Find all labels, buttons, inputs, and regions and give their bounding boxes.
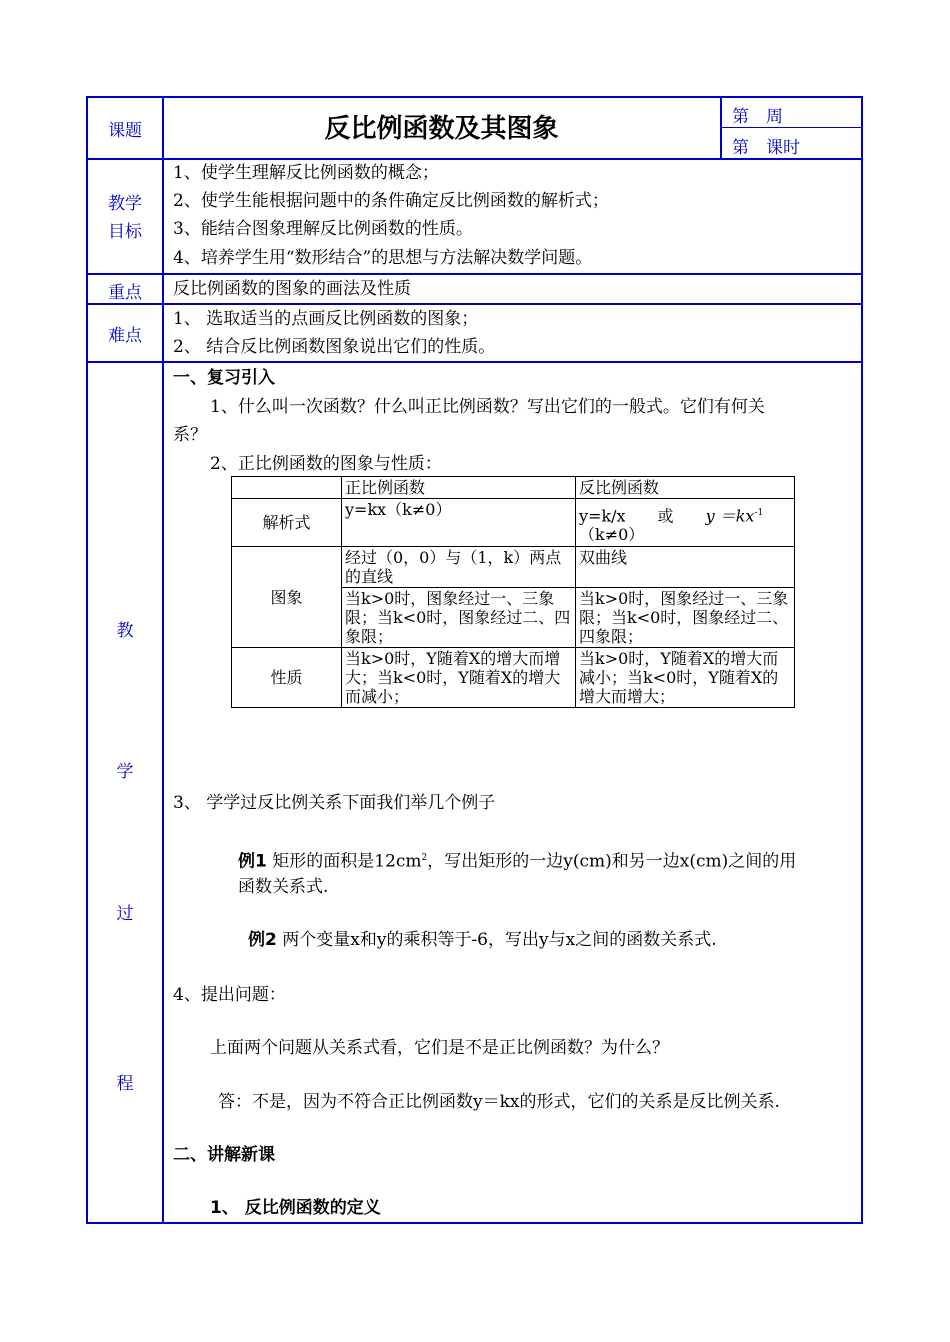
example-1-label: 例1 <box>238 851 267 872</box>
process-label-char: 过 <box>116 904 134 924</box>
table-row-graph-1 <box>232 547 795 588</box>
difficulty-label: 难点 <box>108 326 142 346</box>
process-label-char: 学 <box>116 762 134 782</box>
review-question-3: 3、 学学过反比例关系下面我们举几个例子 <box>173 793 496 813</box>
review-question-2: 2、正比例函数的图象与性质： <box>210 454 442 474</box>
week-label: 第 周 <box>732 107 783 127</box>
table-cell: 当k>0时，图象经过一、三象限；当k<0时，图象经过二、四象限； <box>342 588 576 648</box>
inverse-formula-c: （k≠0） <box>579 525 645 545</box>
example-1 <box>238 844 796 876</box>
goal-item: 3、能结合图象理解反比例函数的性质。 <box>173 219 473 239</box>
review-question-1-cont: 系？ <box>173 425 207 445</box>
difficulty-item: 2、 结合反比例函数图象说出它们的性质。 <box>173 337 496 357</box>
goal-item: 1、使学生理解反比例函数的概念； <box>173 163 439 183</box>
example-1-text-b: ，写出矩形的一边y(cm)和另一边x(cm)之间的用 <box>427 851 797 872</box>
review-question-1: 1、什么叫一次函数？什么叫正比例函数？写出它们的一般式。它们有何关 <box>210 397 765 417</box>
table-row-formula <box>232 499 795 547</box>
row-divider-4 <box>88 361 861 363</box>
table-header-row <box>232 477 795 499</box>
discussion-answer: 答：不是，因为不符合正比例函数y＝kx的形式，它们的关系是反比例关系. <box>218 1092 780 1112</box>
example-1-text-a: 矩形的面积是12cm <box>266 851 422 872</box>
week-column-divider <box>720 98 722 159</box>
table-corner-cell <box>232 477 342 499</box>
inverse-formula-a: y=k/x 或 <box>579 506 674 526</box>
table-cell: 当k>0时，图象经过一、三象限；当k<0时，图象经过二、四象限； <box>576 588 795 648</box>
section-heading-new-lesson: 二、讲解新课 <box>173 1145 275 1165</box>
discussion-question: 上面两个问题从关系式看，它们是不是正比例函数？为什么？ <box>210 1038 669 1058</box>
example-2-label: 例2 <box>248 930 277 950</box>
table-cell: 双曲线 <box>576 547 795 588</box>
table-cell: y=kx（k≠0） <box>342 499 576 547</box>
period-label: 第 课时 <box>732 138 800 158</box>
week-period-divider <box>721 127 861 128</box>
key-point-text: 反比例函数的图象的画法及性质 <box>173 279 411 299</box>
review-question-4: 4、提出问题： <box>173 985 286 1005</box>
topic-label: 课题 <box>108 121 142 141</box>
example-1-cont: 函数关系式. <box>238 877 329 897</box>
table-row-label: 图象 <box>232 547 342 648</box>
key-point-label: 重点 <box>108 283 142 303</box>
table-row-label: 解析式 <box>232 499 342 547</box>
example-1-superscript: 2 <box>421 853 428 863</box>
goals-label-line1: 教学 <box>108 194 142 214</box>
inverse-formula-b: y ＝kx <box>705 506 755 526</box>
page-title: 反比例函数及其图象 <box>324 114 559 144</box>
goal-item: 4、培养学生用“数形结合”的思想与方法解决数学问题。 <box>173 248 593 268</box>
goals-label <box>88 190 162 246</box>
goals-label-line2: 目标 <box>108 222 142 242</box>
example-2-text: 两个变量x和y的乘积等于-6，写出y与x之间的函数关系式. <box>276 930 717 950</box>
difficulty-item: 1、 选取适当的点画反比例函数的图象； <box>173 309 479 329</box>
goal-item: 2、使学生能根据问题中的条件确定反比例函数的解析式； <box>173 191 609 211</box>
comparison-table <box>231 476 795 708</box>
example-2 <box>248 926 717 954</box>
table-cell: 当k>0时，Y随着X的增大而增大；当k<0时，Y随着X的增大而减小； <box>342 648 576 708</box>
subsection-heading-definition: 1、 反比例函数的定义 <box>210 1198 381 1218</box>
process-label-char: 教 <box>116 621 134 641</box>
label-column-divider <box>162 98 164 1222</box>
table-row-property <box>232 648 795 708</box>
table-row-label: 性质 <box>232 648 342 708</box>
process-label-char: 程 <box>116 1074 134 1094</box>
table-col-header: 反比例函数 <box>576 477 795 499</box>
table-cell: 经过（0，0）与（1，k）两点的直线 <box>342 547 576 588</box>
table-cell: 当k>0时，Y随着X的增大而减小；当k<0时，Y随着X的增大而增大； <box>576 648 795 708</box>
section-heading-review: 一、复习引入 <box>173 368 275 388</box>
inverse-formula-exponent: -1 <box>754 508 764 518</box>
table-col-header: 正比例函数 <box>342 477 576 499</box>
table-cell <box>576 499 795 547</box>
